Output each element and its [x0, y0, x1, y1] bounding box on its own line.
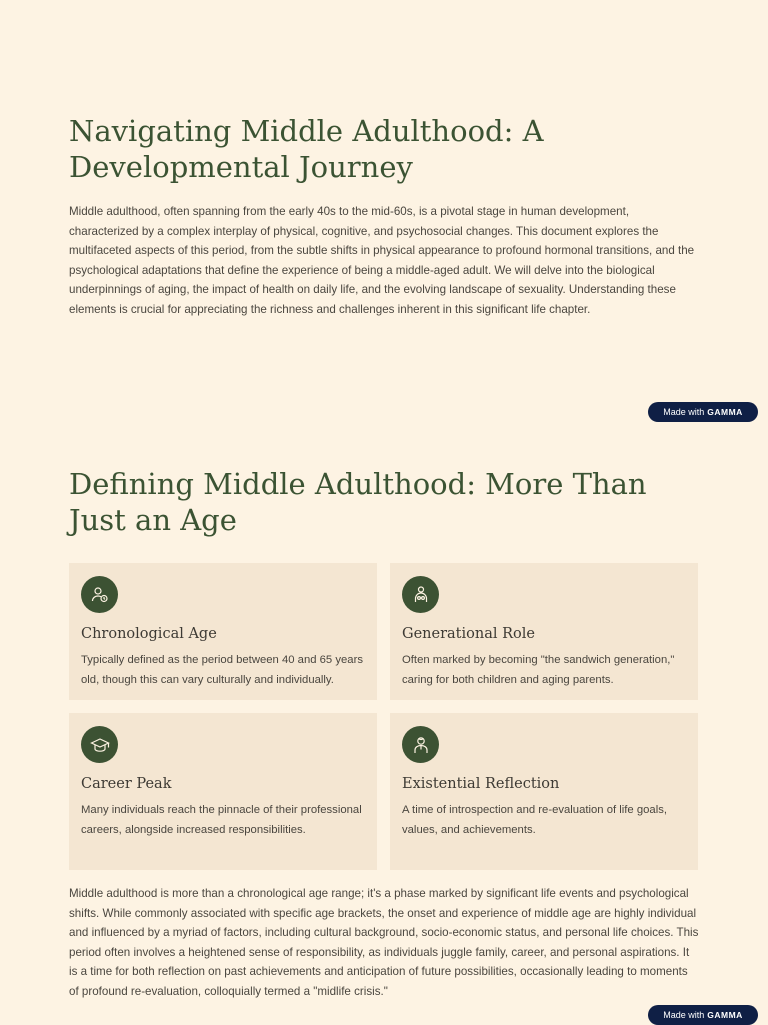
card-existential-reflection	[390, 713, 698, 870]
badge-brand: GAMMA	[707, 407, 743, 417]
badge-prefix: Made with	[663, 1010, 705, 1020]
card-chronological-age	[69, 563, 377, 700]
person-clock-icon	[81, 576, 118, 613]
closing-paragraph: Middle adulthood is more than a chronological age range; it's a phase marked by significant life events and psychological shifts. While commonly associated with specific age brackets, the onset and experience of middle age are highly individual and influenced by a myriad of factors, including cultural background, socio-economic status, and personal life choices. This period often involves a heightened sense of responsibility, as individuals juggle family, career, and personal aspirations. It is a time for both reflection on past achievements and anticipation of future possibilities, occasionally leading to moments of profound re-evaluation, colloquially termed a "midlife crisis."	[69, 887, 699, 998]
family-icon	[402, 576, 439, 613]
card-text: Often marked by becoming "the sandwich generation," caring for both children and aging parents.	[402, 654, 675, 686]
card-text: Many individuals reach the pinnacle of their professional careers, alongside increased responsibilities.	[81, 804, 362, 836]
badge-brand: GAMMA	[707, 1010, 743, 1020]
made-with-gamma-badge[interactable]	[648, 1005, 758, 1025]
card-title: Career Peak	[81, 776, 172, 792]
intro-paragraph: Middle adulthood, often spanning from the early 40s to the mid-60s, is a pivotal stage in human development, characterized by a complex interplay of physical, cognitive, and psychosocial changes. This document explores the multifaceted aspects of this period, from the subtle shifts in physical appearance to profound hormonal transitions, and the psychological adaptations that define the experience of being a middle-aged adult. We will delve into the biological underpinnings of aging, the impact of health on daily life, and the evolving landscape of sexuality. Understanding these elements is crucial for appreciating the richness and challenges inherent in this significant life chapter.	[69, 205, 695, 316]
person-reflect-icon	[402, 726, 439, 763]
made-with-gamma-badge[interactable]	[648, 402, 758, 422]
card-title: Chronological Age	[81, 626, 217, 642]
page-title: Navigating Middle Adulthood: A Developmental Journey	[69, 114, 544, 184]
badge-prefix: Made with	[663, 407, 705, 417]
card-text: A time of introspection and re-evaluation of life goals, values, and achievements.	[402, 804, 668, 836]
card-generational-role	[390, 563, 698, 700]
graduation-cap-icon	[81, 726, 118, 763]
card-title: Generational Role	[402, 626, 535, 642]
card-title: Existential Reflection	[402, 776, 560, 792]
card-career-peak	[69, 713, 377, 870]
card-text: Typically defined as the period between 40 and 65 years old, though this can vary culturally and individually.	[81, 654, 363, 686]
section-title: Defining Middle Adulthood: More Than Just an Age	[69, 467, 647, 537]
